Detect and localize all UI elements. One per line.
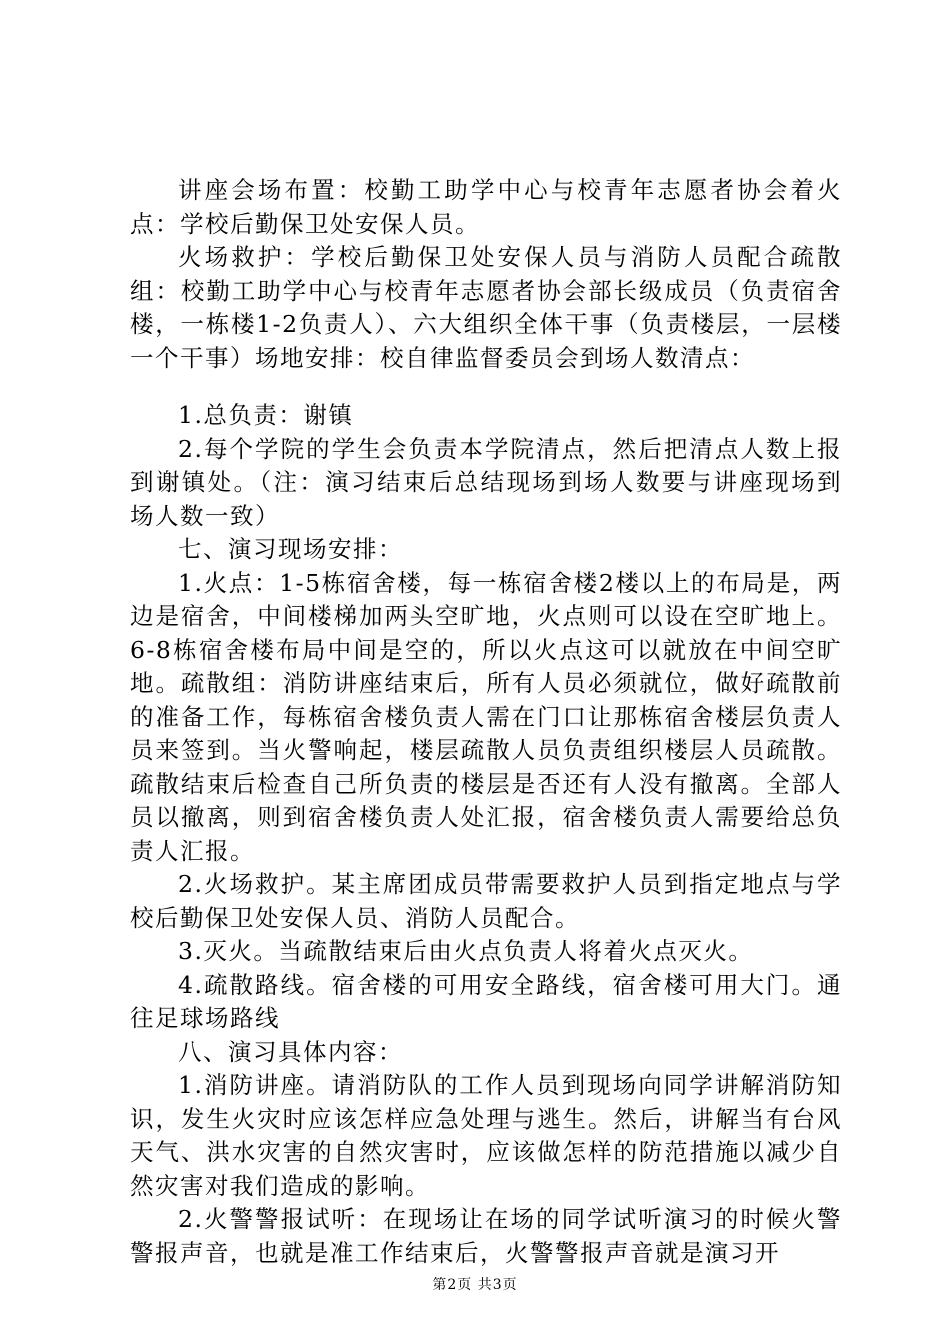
paragraph-fire-lecture: 1.消防讲座。请消防队的工作人员到现场向同学讲解消防知识，发生火灾时应该怎样应急处理与逃生。然后，讲解当有台风天气、洪水灾害的自然灾害时，应该做怎样的防范措施以减少自然灾害对我们造成的影响。 <box>130 1071 842 1200</box>
document-body <box>130 174 842 1270</box>
paragraph-fire-rescue: 2.火场救护。某主席团成员带需要救护人员到指定地点与学校后勤保卫处安保人员、消防人员配合。 <box>130 870 842 932</box>
section-heading-8: 八、演习具体内容： <box>178 1037 403 1066</box>
paragraph-fire-point: 1.火点：1-5栋宿舍楼，每一栋宿舍楼2楼以上的布局是，两边是宿舍，中间楼梯加两头空旷地，火点则可以设在空旷地上。6-8栋宿舍楼布局中间是空的，所以火点这可以就放在中间空旷地。疏散组：消防讲座结束后，所有人员必须就位，做好疏散前的准备工作，每栋宿舍楼负责人需在门口让那栋宿舍楼层负责人员来签到。当火警响起，楼层疏散人员负责组织楼层人员疏散。疏散结束后检查自己所负责的楼层是否还有人没有撤离。全部人员以撤离，则到宿舍楼负责人处汇报，宿舍楼负责人需要给总负责人汇报。 <box>130 568 842 865</box>
paragraph-gap <box>130 375 842 399</box>
paragraph-college-count: 2.每个学院的学生会负责本学院清点，然后把清点人数上报到谢镇处。（注：演习结束后总结现场到场人数要与讲座现场到场人数一致） <box>130 434 842 530</box>
paragraph-evacuation-route: 4.疏散路线。宿舍楼的可用安全路线，宿舍楼可用大门。通往足球场路线 <box>130 970 842 1032</box>
paragraph-overall-lead: 1.总负责：谢镇 <box>178 401 354 429</box>
paragraph-alarm-test: 2.火警警报试听：在现场让在场的同学试听演习的时候火警警报声音，也就是准工作结束后，火警警报声音就是演习开 <box>130 1205 842 1267</box>
paragraph-venue-layout: 讲座会场布置：校勤工助学中心与校青年志愿者协会着火点：学校后勤保卫处安保人员。 <box>130 176 842 238</box>
paragraph-extinguish: 3.灭火。当疏散结束后由火点负责人将着火点灭火。 <box>178 937 754 965</box>
page-number-footer: 第2页 共3页 <box>432 1277 518 1293</box>
section-heading-7: 七、演习现场安排： <box>178 535 403 563</box>
paragraph-rescue-evacuation: 火场救护：学校后勤保卫处安保人员与消防人员配合疏散组：校勤工助学中心与校青年志愿者协会部长级成员（负责宿舍楼，一栋楼1-2负责人）、六大组织全体干事（负责楼层，一层楼一个干事）场地安排：校自律监督委员会到场人数清点： <box>130 243 842 372</box>
